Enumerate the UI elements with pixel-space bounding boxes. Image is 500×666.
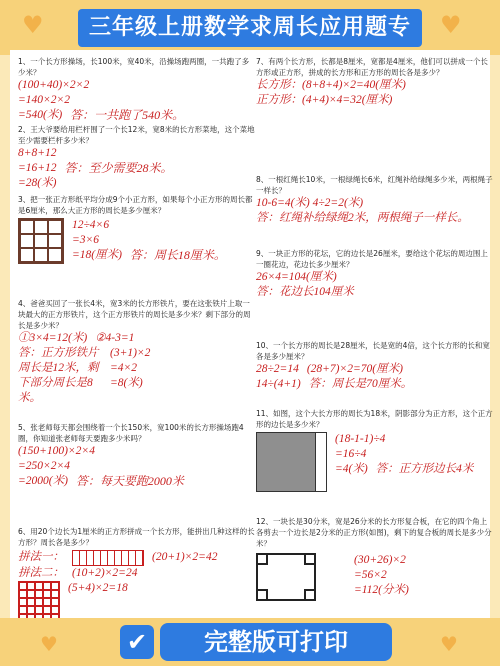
page-title: 三年级上册数学求周长应用题专: [78, 9, 422, 47]
answer-text: 答：红绳补给绿绳2米，两根绳子一样长。: [256, 212, 469, 224]
answer-text: 答：周长是70厘米。: [308, 378, 413, 390]
work-line: =4(米): [335, 463, 368, 475]
question-6: [18, 526, 256, 623]
work-line: (3+1)×2: [110, 347, 151, 359]
work-line: (30+26)×2: [354, 554, 406, 566]
work-line: (150+100)×2×4: [18, 445, 95, 457]
work-line: =112(分米): [354, 584, 409, 596]
question-7: [256, 56, 494, 108]
work-line: =16÷4: [335, 448, 367, 460]
question-1: [18, 56, 256, 123]
question-11: [256, 408, 494, 492]
work-line: 长方形：(8+8+4)×2=40(厘米): [256, 79, 406, 91]
work-line: (5+4)×2=18: [68, 582, 128, 594]
answer-text: 答：每天要跑2000米: [75, 474, 184, 488]
square-figure: [18, 581, 60, 623]
heart-icon: ♥: [40, 632, 58, 656]
work-line: =18(厘米): [72, 249, 122, 261]
print-cta-button[interactable]: 完整版可打印: [160, 623, 392, 661]
answer-text: 答：至少需要28米。: [64, 161, 173, 175]
answer-text: 答：正方形铁片周长是12米，剩下部分周长是8米。: [18, 347, 99, 404]
question-text: 11、如图，这个大长方形的周长为18米，阴影部分为正方形，这个正方形的边长是多少米？: [256, 409, 493, 429]
work-line: (100+40)×2×2: [18, 79, 90, 91]
strip-figure: [72, 550, 144, 566]
answer-text: 答：正方形边长4米: [375, 463, 474, 475]
question-9: [256, 248, 494, 300]
question-text: 5、张老师每天都会围绕着一个长150米，宽100米的长方形操场跑4圈，你知道张老师每天要跑多少米吗？: [18, 423, 244, 443]
question-text: 6、用20个边长为1厘米的正方形拼成一个长方形，能拼出几种这样的长方形？周长各是多少？: [18, 527, 255, 547]
question-text: 10、一个长方形的周长是28厘米，长是宽的4倍，这个长方形的长和宽各是多少厘米？: [256, 341, 490, 361]
question-8: [256, 174, 494, 226]
work-line: 10-6=4(米) 4÷2=2(米): [256, 197, 364, 209]
method-label: 拼法一：: [18, 551, 64, 563]
work-line: =16+12: [18, 162, 57, 174]
work-line: ②4-3=1: [95, 332, 135, 344]
question-3: [18, 194, 256, 264]
check-icon: ✔: [120, 625, 154, 659]
question-text: 1、一个长方形操场，长100米，宽40米，沿操场跑两圈，一共跑了多少米？: [18, 57, 250, 77]
work-line: (28+7)×2=70(厘米): [306, 363, 403, 375]
work-line: 14÷(4+1): [256, 378, 301, 390]
work-line: =56×2: [354, 569, 387, 581]
question-text: 3、把一张正方形纸平均分成9个小正方形，如果每个小正方形的周长都是6厘米，那么大正方形的周长是多少厘米？: [18, 195, 253, 215]
shaded-square-figure: [256, 432, 327, 492]
question-4: [18, 298, 256, 406]
question-text: 9、一块正方形的花坛，它的边长是26厘米，要给这个花坛的周边围上一圈花边，花边长多少厘米？: [256, 249, 488, 269]
work-line: (10+2)×2=24: [72, 567, 138, 579]
work-line: =3×6: [72, 234, 100, 246]
answer-text: 答：花边长104厘米: [256, 286, 354, 298]
work-line: 26×4=104(厘米): [256, 271, 337, 283]
heart-icon: ♥: [22, 11, 44, 39]
question-2: [18, 124, 256, 191]
nine-square-grid: [18, 218, 64, 264]
question-text: 4、爸爸买回了一张长4米，宽3米的长方形铁片，要在这张铁片上取一块最大的正方形铁片，这个正方形铁片的周长是多少米？剩下部分的周长是多少米？: [18, 299, 251, 330]
work-line: 正方形：(4+4)×4=32(厘米): [256, 94, 393, 106]
work-line: =140×2×2: [18, 94, 71, 106]
work-line: =4×2: [110, 362, 138, 374]
work-line: =2000(米): [18, 475, 68, 487]
question-text: 8、一根红绳长10米，一根绿绳长6米，红绳补给绿绳多少米，两根绳子一样长？: [256, 175, 493, 195]
question-12: [256, 516, 494, 601]
work-line: 12÷4×6: [72, 219, 110, 231]
work-line: 8+8+12: [18, 147, 57, 159]
cut-corner-board-figure: [256, 553, 316, 601]
question-text: 12、一块长是30分米，宽是26分米的长方形复合板，在它的四个角上各剪去一个边长是2分米的正方形(如图)，剩下的复合板的周长是多少分米？: [256, 517, 492, 548]
method-label: 拼法二：: [18, 567, 64, 579]
work-line: (18-1-1)÷4: [335, 433, 386, 445]
work-line: ①3×4=12(米): [18, 332, 88, 344]
question-5: [18, 422, 256, 489]
question-text: 2、王大爷要给用栏杆围了一个长12米，宽8米的长方形菜地，这个菜地至少需要栏杆多少米？: [18, 125, 255, 145]
question-10: [256, 340, 494, 392]
heart-icon: ♥: [440, 632, 458, 656]
heart-icon: ♥: [440, 11, 462, 39]
work-line: (20+1)×2=42: [152, 551, 218, 563]
work-line: =8(米): [110, 377, 143, 389]
answer-text: 答：周长18厘米。: [129, 248, 226, 262]
work-line: =540(米): [18, 109, 63, 121]
work-line: 28÷2=14: [256, 363, 299, 375]
worksheet-paper: [10, 50, 493, 618]
answer-text: 答：一共跑了540米。: [70, 108, 185, 122]
work-line: =28(米): [18, 177, 57, 189]
question-text: 7、有两个长方形，长都是8厘米，宽都是4厘米，他们可以拼成一个长方形或正方形，拼成的长方形和正方形的周长各是多少？: [256, 57, 488, 77]
work-line: =250×2×4: [18, 460, 71, 472]
